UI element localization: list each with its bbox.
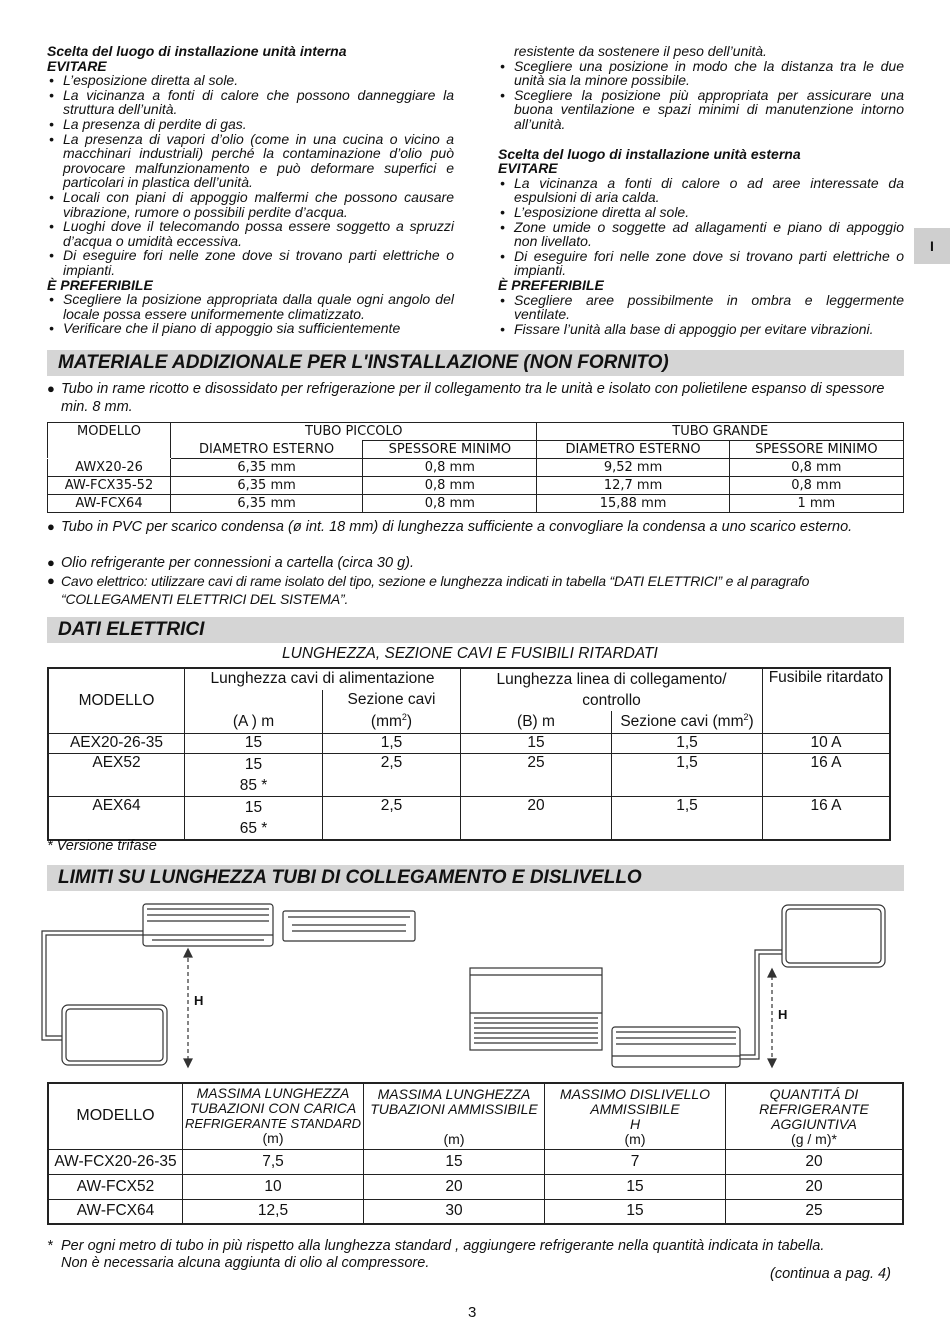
page-number: 3	[468, 1304, 477, 1321]
list-item: • La presenza di vapori d’olio (come in una cucina o vicino a macchinari industriali) perché la contaminazione d’olio può provocare malfunzionamento e può deformare superfici e particolari in plastica dell’unità.	[47, 132, 454, 190]
list-item: • La vicinanza a fonti di calore o ad aree interessate da espulsioni di aria calda.	[498, 176, 904, 205]
col-header-fuse: Fusibile ritardato	[763, 668, 891, 733]
table-row: AW-FCX52 10 20 15 20	[48, 1174, 903, 1199]
list-item: • Di eseguire fori nelle zone dove si trovano parti elettriche o impianti.	[498, 249, 904, 278]
indoor-extra-list	[498, 59, 904, 132]
preferable-heading: È PREFERIBILE	[47, 276, 153, 293]
list-item: • L’esposizione diretta al sole.	[498, 205, 904, 220]
pipe-limits-table	[47, 1082, 904, 1225]
table-row: AW-FCX64 6,35 mm 0,8 mm 15,88 mm 1 mm	[48, 495, 904, 513]
col-header-large-tube: TUBO GRANDE	[537, 423, 904, 441]
preferable-list	[498, 293, 904, 337]
refrigerant-footnote-star: *	[47, 1238, 53, 1254]
tube-table	[47, 422, 904, 513]
installation-diagram	[40, 895, 910, 1075]
col-header-extra-refrigerant: QUANTITÁ DI REFRIGERANTE AGGIUNTIVA (g / m)*	[726, 1083, 904, 1149]
col-header-max-allowed: MASSIMA LUNGHEZZA TUBAZIONI AMMISSIBILE (m)	[364, 1083, 545, 1149]
list-item: • Luoghi dove il telecomando possa essere soggetto a spruzzi d’acqua o umidità eccessiva.	[47, 219, 454, 248]
electrical-subtitle: LUNGHEZZA, SEZIONE CAVI E FUSIBILI RITARDATI	[282, 645, 658, 662]
list-item: • Scegliere la posizione appropriata dalla quale ogni angolo del locale possa essere uniformemente climatizzato.	[47, 292, 454, 321]
indoor-location-column	[47, 44, 454, 336]
language-tab: I	[914, 228, 950, 264]
bullet-icon: ●	[47, 555, 55, 570]
avoid-heading: EVITARE	[47, 57, 107, 74]
col-header-small-tube: TUBO PICCOLO	[171, 423, 537, 441]
section-title-electrical: DATI ELETTRICI	[47, 617, 904, 643]
col-header-diam: DIAMETRO ESTERNO	[171, 441, 363, 459]
col-header-unit-a: (A ) m	[185, 711, 323, 733]
bullet-icon: ●	[47, 573, 55, 588]
list-item: • Scegliere aree possibilmente in ombra e leggermente ventilate.	[498, 293, 904, 322]
preferable-heading: È PREFERIBILE	[498, 276, 604, 293]
indoor-wall-unit	[143, 904, 273, 946]
avoid-heading: EVITARE	[498, 160, 558, 177]
list-item: • La vicinanza a fonti di calore che possono danneggiare la struttura dell’unità.	[47, 88, 454, 117]
list-item: • Locali con piani di appoggio malfermi che possono causare vibrazione, rumore o possibili perdite d’acqua.	[47, 190, 454, 219]
list-item: • Scegliere una posizione in modo che la distanza tra le due unità sia la minore possibile.	[498, 59, 904, 88]
list-item: • Verificare che il piano di appoggio sia sufficientemente	[47, 321, 454, 336]
section-title-limits: LIMITI SU LUNGHEZZA TUBI DI COLLEGAMENTO E DISLIVELLO	[47, 865, 904, 891]
list-item: • La presenza di perdite di gas.	[47, 117, 454, 132]
col-header-unit-b: (B) m	[461, 711, 612, 733]
continuation-text: resistente da sostenere il peso dell’unità.	[514, 43, 767, 59]
table-row: AW-FCX20-26-35 7,5 15 7 20	[48, 1149, 903, 1174]
connection-pipes-right	[738, 950, 782, 1059]
height-label-right: H	[778, 1007, 788, 1022]
indoor-floor-unit	[470, 968, 602, 1050]
col-header-model: MODELLO	[48, 1083, 183, 1149]
outdoor-location-column	[498, 44, 904, 336]
height-label-left: H	[194, 993, 204, 1008]
col-header-unit-mm: $(mm^2)$	[323, 711, 461, 733]
indoor-cassette-unit	[283, 911, 415, 941]
pvc-tube-note: ● Tubo in PVC per scarico condensa (ø int. 18 mm) di lunghezza sufficiente a convogliare la condensa a uno scarico esterno.	[47, 519, 853, 535]
col-header-diam: DIAMETRO ESTERNO	[537, 441, 729, 459]
indoor-wall-unit-right	[612, 1027, 740, 1067]
col-header-power-length: Lunghezza cavi di alimentazione	[185, 668, 461, 690]
table-row: AW-FCX64 12,5 30 15 25	[48, 1199, 903, 1224]
outdoor-location-heading: Scelta del luogo di installazione unità esterna	[498, 145, 801, 162]
copper-tube-note: ● Tubo in rame ricotto e disossidato per refrigerazione per il collegamento tra le unità e isolato con polietilene espanso di spessore min. 8 mm.	[47, 381, 885, 415]
list-item: • Fissare l’unità alla base di appoggio per evitare vibrazioni.	[498, 322, 904, 337]
table-row: AEX20-26-35 15 1,5 15 1,5 10 A	[48, 733, 890, 753]
bullet-icon: ●	[47, 381, 55, 396]
col-header-max-height: MASSIMO DISLIVELLO AMMISSIBILE H (m)	[545, 1083, 726, 1149]
table-row: AEX64 15 65 * 2,5 20 1,5 16 A	[48, 796, 890, 840]
col-header-model: MODELLO	[48, 668, 185, 733]
section-title-materials: MATERIALE ADDIZIONALE PER L'INSTALLAZIONE (NON FORNITO)	[47, 350, 904, 376]
outdoor-unit-left	[62, 1005, 167, 1065]
col-header-thick: SPESSORE MINIMO	[729, 441, 903, 459]
avoid-list	[47, 73, 454, 277]
table-row: AWX20-26 6,35 mm 0,8 mm 9,52 mm 0,8 mm	[48, 459, 904, 477]
indoor-location-heading: Scelta del luogo di installazione unità interna	[47, 43, 347, 59]
oil-footnote: Non è necessaria alcuna aggiunta di olio al compressore.	[61, 1255, 430, 1271]
electrical-table	[47, 667, 891, 841]
refrigerant-footnote: Per ogni metro di tubo in più rispetto alla lunghezza standard , aggiungere refrigerante nella quantità indicata in tabella.	[61, 1238, 825, 1254]
col-header-thick: SPESSORE MINIMO	[363, 441, 537, 459]
three-phase-footnote: * Versione trifase	[47, 838, 157, 854]
height-dimension-left	[184, 949, 192, 1067]
table-row: AW-FCX35-52 6,35 mm 0,8 mm 12,7 mm 0,8 mm	[48, 477, 904, 495]
col-header-section-mm: Sezione cavi $(mm^2)$	[612, 711, 763, 733]
bullet-icon: ●	[47, 519, 55, 534]
outdoor-unit-right	[782, 905, 885, 967]
col-header-link-length: Lunghezza linea di collegamento/ controllo	[461, 668, 763, 711]
cable-note: ● Cavo elettrico: utilizzare cavi di rame isolato del tipo, sezione e lunghezza indicati in tabella “DATI ELETTRICI” e al paragrafo “COLLEGAMENTI ELETTRICI DEL SISTEMA”.	[47, 573, 810, 607]
height-dimension-right	[768, 969, 776, 1067]
avoid-list	[498, 176, 904, 278]
table-row: AEX52 15 85 * 2,5 25 1,5 16 A	[48, 753, 890, 796]
list-item: • Zone umide o soggette ad allagamenti e piano di appoggio non livellato.	[498, 220, 904, 249]
col-header-section: Sezione cavi	[323, 690, 461, 712]
list-item: • L’esposizione diretta al sole.	[47, 73, 454, 88]
list-item: • Di eseguire fori nelle zone dove si trovano parti elettriche o impianti.	[47, 248, 454, 277]
oil-note: ● Olio refrigerante per connessioni a cartella (circa 30 g).	[47, 555, 414, 571]
preferable-list	[47, 292, 454, 336]
continued-note: (continua a pag. 4)	[770, 1266, 891, 1282]
list-item: • Scegliere la posizione più appropriata per assicurare una buona ventilazione e spazi minimi di manutenzione intorno all’unità.	[498, 88, 904, 132]
col-header-model: MODELLO	[48, 423, 171, 459]
col-header-max-standard: MASSIMA LUNGHEZZA TUBAZIONI CON CARICA REFRIGERANTE STANDARD (m)	[183, 1083, 364, 1149]
